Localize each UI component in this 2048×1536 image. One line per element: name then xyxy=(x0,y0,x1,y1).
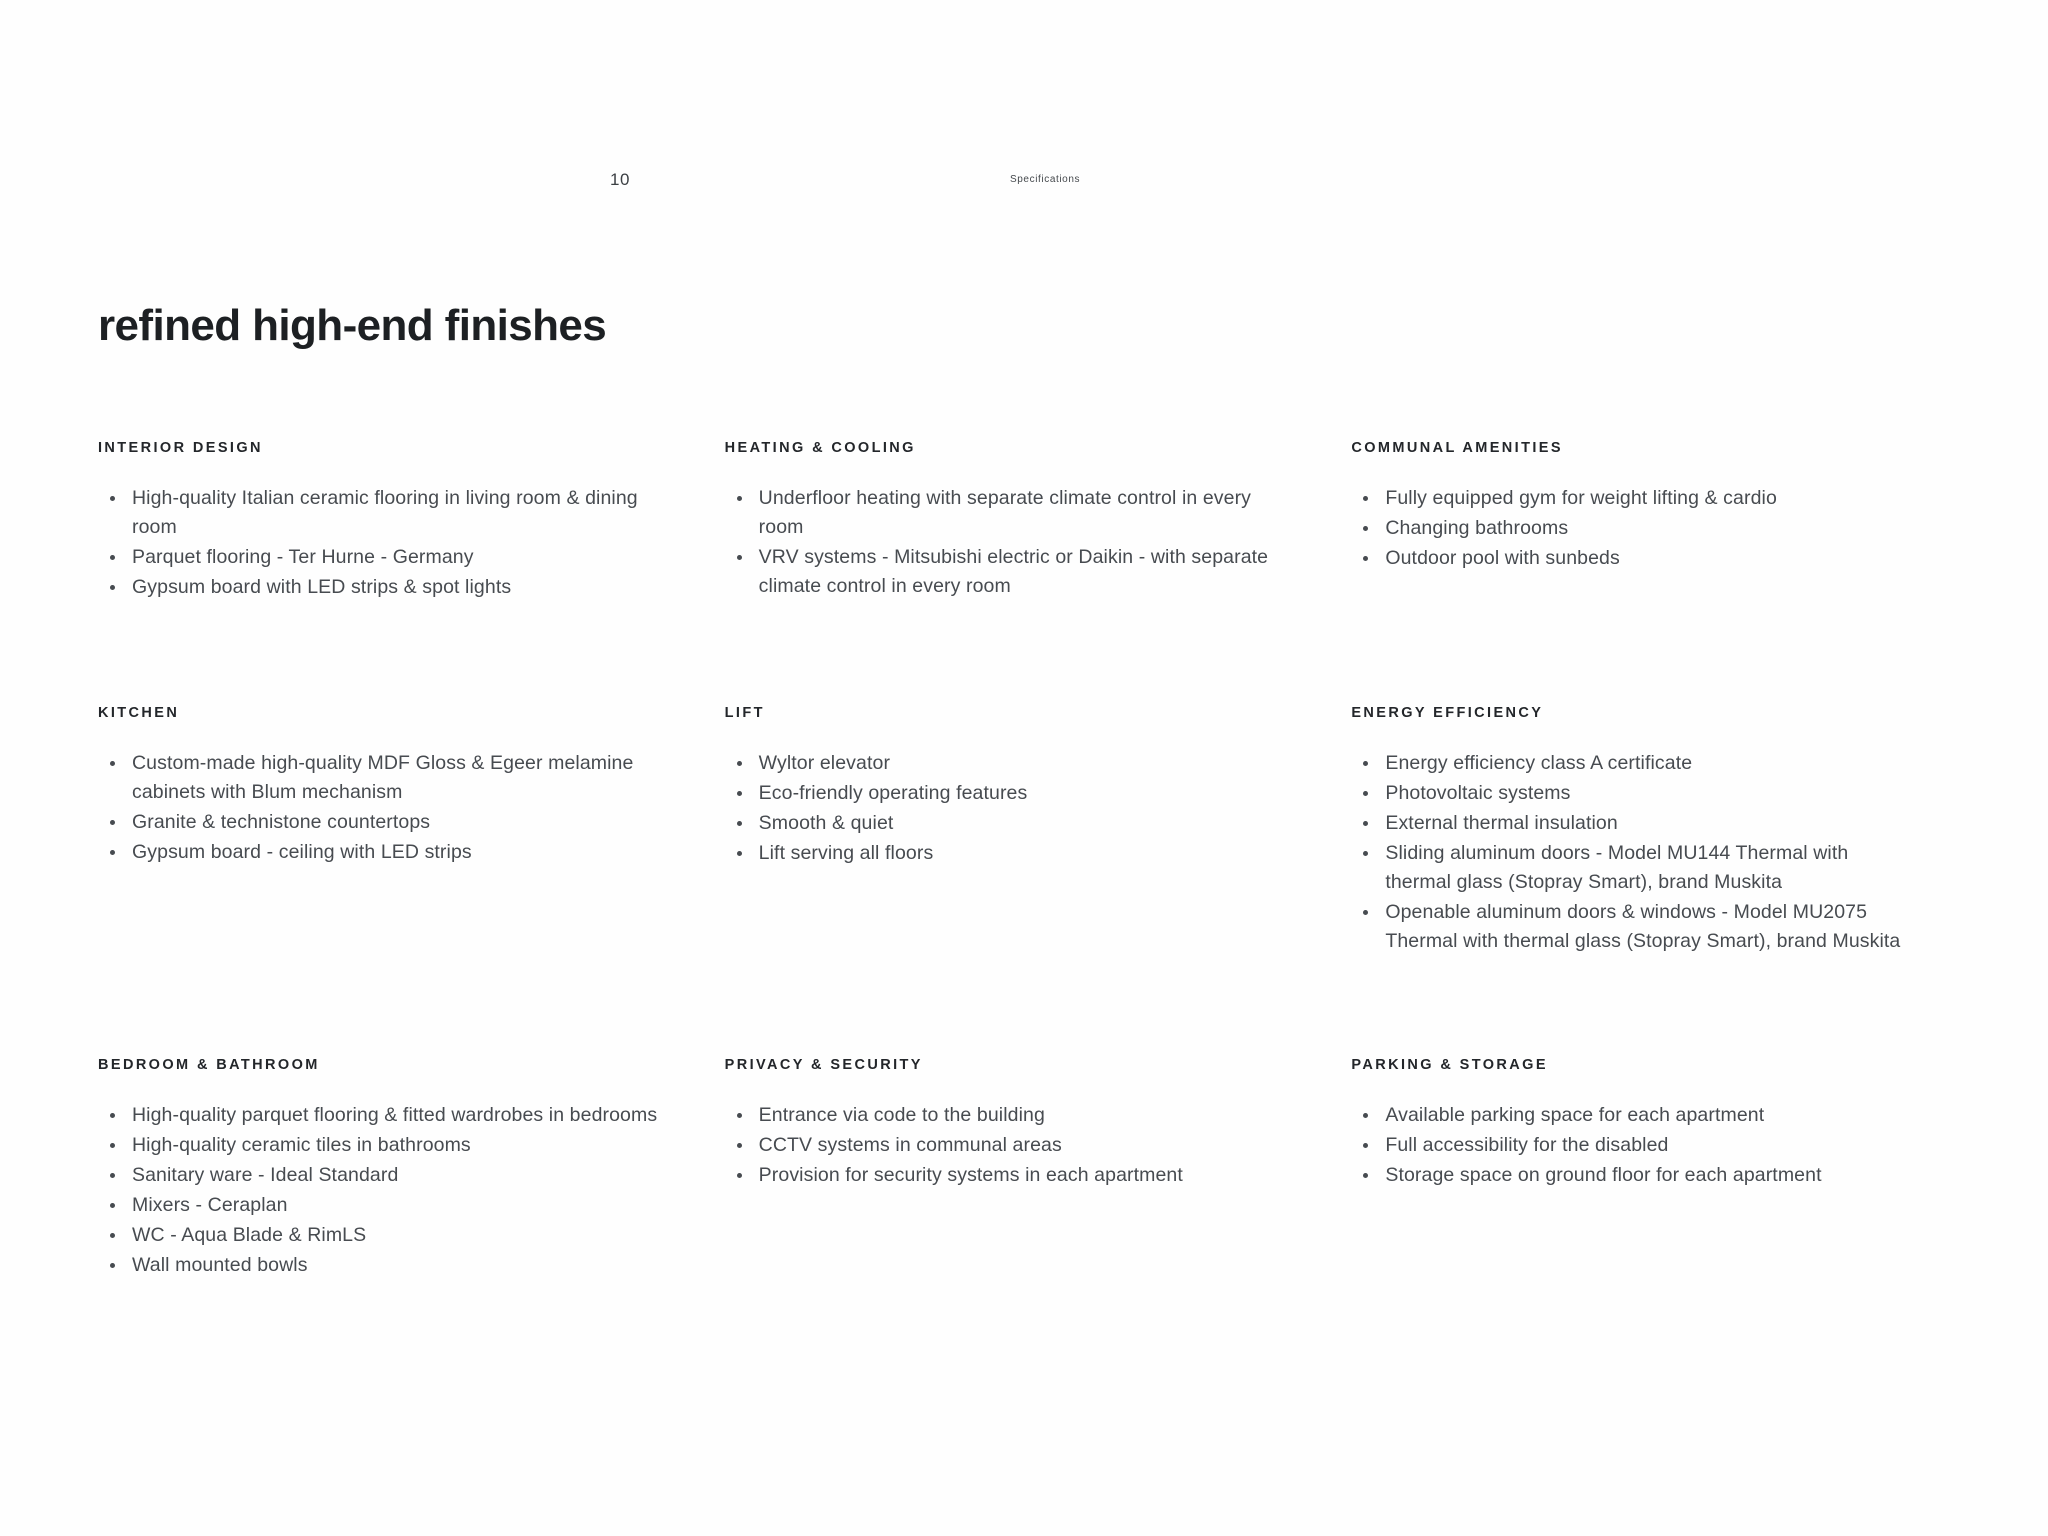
list-item: Mixers - Ceraplan xyxy=(98,1191,665,1220)
spec-block-bedroom-bathroom xyxy=(98,1057,725,1281)
list-item: Parquet flooring - Ter Hurne - Germany xyxy=(98,543,665,572)
block-heading: LIFT xyxy=(724,705,765,721)
spec-block-privacy-security xyxy=(725,1057,1352,1191)
spec-list xyxy=(98,484,665,602)
list-item: Custom-made high-quality MDF Gloss & Egeer melamine cabinets with Blum mechanism xyxy=(98,749,665,807)
spec-block-interior-design xyxy=(98,440,725,603)
block-heading: COMMUNAL AMENITIES xyxy=(1351,440,1563,456)
block-heading: INTERIOR DESIGN xyxy=(98,440,263,456)
list-item: High-quality Italian ceramic flooring in living room & dining room xyxy=(98,484,665,542)
spec-list xyxy=(1351,1101,1918,1190)
list-item: Smooth & quiet xyxy=(725,809,1292,838)
list-item: VRV systems - Mitsubishi electric or Daikin - with separate climate control in every room xyxy=(725,543,1292,601)
list-item: High-quality ceramic tiles in bathrooms xyxy=(98,1131,665,1160)
block-heading: PARKING & STORAGE xyxy=(1351,1057,1548,1073)
list-item: Entrance via code to the building xyxy=(725,1101,1292,1130)
list-item: Photovoltaic systems xyxy=(1351,779,1918,808)
list-item: WC - Aqua Blade & RimLS xyxy=(98,1221,665,1250)
spec-block-lift xyxy=(725,705,1352,869)
specifications-grid xyxy=(98,440,1978,1317)
spec-row-2 xyxy=(98,705,1978,1057)
page-header xyxy=(0,170,2048,194)
list-item: Energy efficiency class A certificate xyxy=(1351,749,1918,778)
page-title: refined high-end finishes xyxy=(98,301,607,351)
list-item: Lift serving all floors xyxy=(725,839,1292,868)
page-number: 10 xyxy=(610,170,630,189)
spec-list xyxy=(725,749,1292,868)
block-heading: BEDROOM & BATHROOM xyxy=(98,1057,320,1073)
spec-list xyxy=(98,749,665,867)
spec-block-parking-storage xyxy=(1351,1057,1978,1191)
spec-block-kitchen xyxy=(98,705,725,868)
spec-block-communal-amenities xyxy=(1351,440,1978,574)
spec-block-heating-cooling xyxy=(725,440,1352,602)
list-item: Changing bathrooms xyxy=(1351,514,1918,543)
list-item: Storage space on ground floor for each apartment xyxy=(1351,1161,1918,1190)
spec-row-1 xyxy=(98,440,1978,705)
block-heading: PRIVACY & SECURITY xyxy=(724,1057,923,1073)
spec-list xyxy=(98,1101,665,1280)
list-item: Fully equipped gym for weight lifting & cardio xyxy=(1351,484,1918,513)
spec-list xyxy=(725,484,1292,601)
block-heading: HEATING & COOLING xyxy=(724,440,916,456)
list-item: Granite & technistone countertops xyxy=(98,808,665,837)
list-item: CCTV systems in communal areas xyxy=(725,1131,1292,1160)
spec-row-3 xyxy=(98,1057,1978,1317)
list-item: Available parking space for each apartment xyxy=(1351,1101,1918,1130)
list-item: High-quality parquet flooring & fitted wardrobes in bedrooms xyxy=(98,1101,665,1130)
list-item: Eco-friendly operating features xyxy=(725,779,1292,808)
list-item: Provision for security systems in each apartment xyxy=(725,1161,1292,1190)
list-item: Sliding aluminum doors - Model MU144 Thermal with thermal glass (Stopray Smart), brand Muskita xyxy=(1351,839,1918,897)
spec-list xyxy=(1351,749,1918,956)
list-item: Openable aluminum doors & windows - Model MU2075 Thermal with thermal glass (Stopray Smart), brand Muskita xyxy=(1351,898,1918,956)
list-item: Sanitary ware - Ideal Standard xyxy=(98,1161,665,1190)
list-item: Outdoor pool with sunbeds xyxy=(1351,544,1918,573)
list-item: Wall mounted bowls xyxy=(98,1251,665,1280)
block-heading: KITCHEN xyxy=(98,705,180,721)
spec-list xyxy=(725,1101,1292,1190)
block-heading: ENERGY EFFICIENCY xyxy=(1351,705,1544,721)
list-item: Gypsum board with LED strips & spot lights xyxy=(98,573,665,602)
section-label: Specifications xyxy=(1010,174,1081,185)
spec-list xyxy=(1351,484,1918,573)
list-item: Full accessibility for the disabled xyxy=(1351,1131,1918,1160)
list-item: External thermal insulation xyxy=(1351,809,1918,838)
list-item: Gypsum board - ceiling with LED strips xyxy=(98,838,665,867)
list-item: Wyltor elevator xyxy=(725,749,1292,778)
list-item: Underfloor heating with separate climate control in every room xyxy=(725,484,1292,542)
spec-block-energy-efficiency xyxy=(1351,705,1978,957)
